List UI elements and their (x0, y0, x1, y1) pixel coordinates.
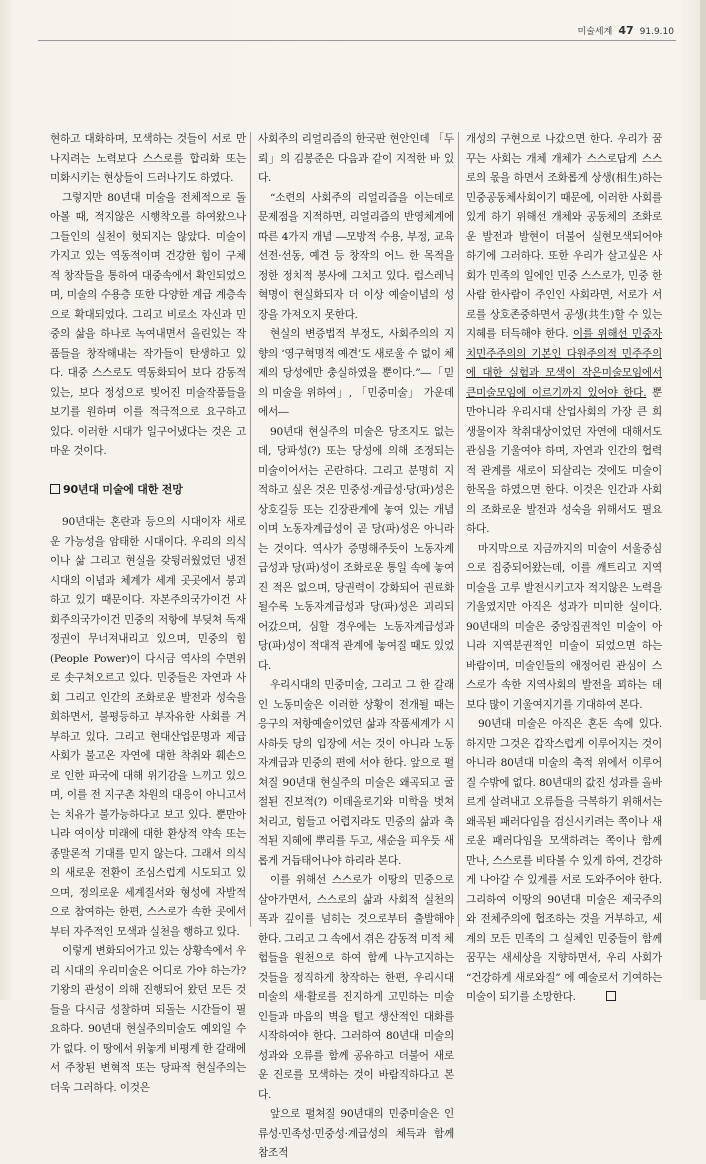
paragraph: 현하고 대화하며, 모색하는 것들이 서로 만나지려는 노력보다 스스로를 합리화 또는 미화시키는 현상들이 드러나기도 하였다. (50, 133, 246, 184)
column-2 (258, 130, 454, 1164)
column-3 (466, 130, 662, 1008)
paragraph (466, 130, 662, 540)
paragraph: 앞으로 펼쳐질 90년대의 민중미술은 인류성·민족성·민중성·계급성의 체득과 함께 참조적 (258, 1108, 454, 1159)
section-title: 90년대 미술에 대한 전망 (63, 482, 183, 496)
paragraph: 그렇지만 80년대 미술을 전체적으로 돌아볼 때, 적지않은 시행착오를 하여왔으나 그들인의 실천이 헛되지는 않았다. 미술이 가지고 있는 역동적이며 건강한 힘이 구체적 창작들을 통하여 대중속에서 확인되었으며, 미술의 수용층 또한 다양한 계급 계층속으로 확대되었다. 그리고 비로소 자신과 민중의 삶을 하나로 녹여내면서 올린있는 작품들을 창작해내는 작가들이 탄생하고 있다. 대중 스스로도 역동화되어 보다 감동적 있는, 보다 정성으로 빚어진 미술작품들을 보기를 원하며 이를 적극적으로 요구하고 있다. 이러한 시대가 일구어냈다는 것은 고마운 것이다. (50, 191, 246, 457)
header-rule (38, 40, 676, 41)
paragraph-text: 90년대 미술은 아직은 혼돈 속에 있다. 하지만 그것은 갑작스럽게 이루어지는 것이 아니라 80년대 미술의 축적 위에서 이루어질 수밖에 없다. 80년대의 값진 성과를 올바르게 살려내고 오류들을 극복하기 위해서는 왜곡된 패러다임을 검신시키려는 쪽이나 새로운 패러다임을 모색하려는 쪽이나 함께 만나, 스스로를 비타볼 수 있게 하여, 건강하게 나아갈 수 있게를 서로 도와주어야 한다. 그리하여 이땅의 90년대 미술은 제국주의와 전체주의에 협조하는 것을 거부하고, 세계의 모든 민족의 그 실체인 민중들이 함께 꿈꾸는 새세상을 지향하면서, 우리 사회가 “건강하게 새로와질” 에 예술로서 기여하는 미술이 되기를 소망한다. (466, 718, 662, 1003)
quotation: 현실의 변증법적 부정도, 사회주의의 지향의 ‘영구혁명적 예견’도 새로울 수 없이 체제의 당성에만 충실하였을 뿐이다.”―「믿의 미술을 위하여」, 「민중미술」 가운데에서― (258, 328, 454, 418)
header-section: 미술세계 (577, 27, 613, 37)
column-1 (50, 130, 246, 1098)
paragraph: 90년대는 혼란과 등으의 시대이자 새로운 가능성을 암태한 시대이다. 우리의 의식이나 삶 그리고 현실을 갖뒹러웠었던 냉전시대의 이념과 체계가 세계 곳곳에서 붕괴하고 있기 때문이다. 자본주의국가이건 사회주의국가이건 민중의 저항에 부딪쳐 독재정권이 무너져내리고 있으며, 민중의 힘(People Power)이 다시금 역사의 수면위로 솟구쳐오르고 있다. 민중들은 자연과 사회 그리고 인간의 조화로운 발전과 성숙을 희하면서, 불평등하고 부자유한 사회를 거부하고 있다. 그리고 현대산업문명과 제급사회가 불고온 자연에 대한 착취와 훼손으로 인한 파국에 대해 위기감을 느끼고 있으며, 이를 전 지구촌 차원의 대응이 아니고서는 치유가 불가능하다고 보고 있다. 뿐만아니라 여이상 미래에 대한 환상적 약속 또는 종말론적 기대를 믿지 않는다. 그래서 의식의 새로운 전환이 조심스럽게 시도되고 있으며, 정의로운 세계질서와 형성에 자발적으로 참여하는 한편, 스스로가 속한 곳에서부터 자주적인 모색과 실천을 행하고 있다. (50, 516, 246, 938)
header-date: 91.9.10 (639, 27, 674, 37)
square-bullet-icon (50, 484, 60, 494)
quotation: “소련의 사회주의 리얼리즘을 이는데로 문제점을 지적하면, 리얼리즘의 반영체계에 따른 4가지 개념 ―모방적 수용, 부정, 교육선전·선동, 예견 등 창작의 어느 한 목적을 정한 정치적 봉사에 그치고 있다. 럼스레닉 혁명이 현실화되자 더 이상 예술이념의 성장을 가져오지 못한다. (258, 191, 454, 321)
paragraph-text: 개성의 구현으로 나갔으면 한다. 우리가 꿈꾸는 사회는 개체 개체가 스스로답게 스스로의 몫을 하면서 조화롭게 상생(相生)하는 민중공동체사회이기 때문에, 이러한 사회를 있게 하기 위해선 개체와 공동체의 조화로운 발전과 발현이 더불어 실현모색되어야 하기에 그러하다. 또한 우리가 살고싶은 사회가 민족의 일에인 민중 스스로가, 민중 한사람 한사람이 주인인 사회라면, 서로가 서로를 상호존중하면서 공생(共生)할 수 있는 지혜를 터득해야 한다. (466, 133, 662, 340)
paragraph (466, 715, 662, 1008)
section-heading (50, 480, 246, 500)
paragraph: 사회주의 리얼리즘의 한국판 현안인데 「두뢰」의 김봉준은 다음과 같이 지적한 바 있다. (258, 133, 454, 184)
scan-edge (700, 0, 706, 1000)
paragraph: 우리시대의 민중미술, 그리고 그 한 갈래인 노동미술은 이러한 상황이 전개될 때는 응구의 저항예술이었던 삶과 작품세계가 시사하듯 당의 입장에 서는 것이 아니라 노동자계급과 민중의 편에 서야 한다. 앞으로 펼쳐질 90년대 현실주의 미술은 왜곡되고 굴절된 진보적(?) 이데올로기와 미학을 벗쳐처리고, 힘들고 어렵지라도 민중의 삶과 축적된 지혜에 뿌리를 두고, 새순을 피우듯 새롭게 거듭태어나야 하리라 본다. (258, 679, 454, 867)
column-divider (458, 132, 459, 927)
paragraph: 90년대 현실주의 미술은 당조지도 없는데, 당파성(?) 또는 당성에 의해 조정되는 미술이어서는 곤란하다. 그리고 분명히 지적하고 싶은 것은 민중성·계급성·당(파)성은 상호길등 또는 긴장관계에 놓여 있는 개념이며 노동자계급성이 곧 당(파)성은 아니라는 것이다. 역사가 증명해주듯이 노동자계급성과 당(파)성이 조화로운 통일 속에 놓여진 적은 없으며, 당권력이 강화되어 권료화될수록 노동자계급성과 당(파)성은 괴리되어갔으며, 심할 경우에는 노동자계급성과 당(파)성이 적대적 관계에 놓여질 때도 있었다. (258, 425, 454, 672)
paragraph: 마지막으로 지금까지의 미술이 서울중심으로 집중되어왔는데, 이를 깨트리고 지역미술을 고루 발전시키고자 적지않은 노력을 기울였지만 아직은 성과가 미미한 실이다. 90년대의 미술은 중앙집권적인 미술이 아니라 지역분권적인 미술이 되었으면 하는 바람이며, 미술인들의 애정어린 관심이 스스로가 속한 지역사회의 발전을 꾀하는 데 보다 많이 기울여지기를 기대하여 본다. (466, 542, 662, 711)
column-divider (250, 132, 251, 927)
paragraph: 이를 위해선 스스로가 이땅의 민중으로 살아가면서, 스스로의 삶과 사회적 실천의 폭과 깊이를 넘히는 것으로부터 출발해야 한다. 그리고 그 속에서 겪은 감동적 미적 체험들을 원천으로 하여 함께 나누고지하는 것들을 정직하게 창작하는 한편, 우리시대 미술의 새·활로를 진지하게 고민하는 미술인들과 마음의 벽을 털고 생산적인 대화를 시작하여야 한다. 그러하여 80년대 미술의 성과와 오류를 함께 공유하고 더불어 새로운 진로를 모색하는 것이 바람직하다고 본다. (258, 874, 454, 1101)
page-header (578, 24, 674, 37)
page-number: 47 (618, 24, 634, 37)
paragraph: 이렇게 변화되어가고 있는 상황속에서 우리 시대의 우리미술은 어디로 가야 하는가? 기왕의 관성이 의해 진행되어 왔던 모든 것들을 다시금 성찰하며 되돌는 시간들이 필요하다. 90년대 현실주의미술도 예외일 수가 없다. 이 땅에서 위놓게 비평계 한 갈래에서 주창된 변혁적 또는 당파적 현실주의는 더욱 그러하다. 이것은 (50, 945, 246, 1094)
underlined-passage: 이를 위해선 민중자치민주주의의 기본인 다원주의적 민주주의에 대한 실험과 모색이 작은미술모임에서 큰미술모임에 이르기까지 있어야 한다. (466, 328, 662, 399)
paragraph-text: 뿐만아니라 우리시대 산업사회의 가장 큰 희생물이자 착취대상이었던 자연에 대해서도 관심을 기울여야 하며, 자연과 인간의 협력적 관계를 새로이 되살리는 것에도 미술이 한목을 하였으면 한다. 이것은 인간과 사회의 조화로운 발전과 성숙을 위해서도 필요하다. (466, 386, 662, 535)
